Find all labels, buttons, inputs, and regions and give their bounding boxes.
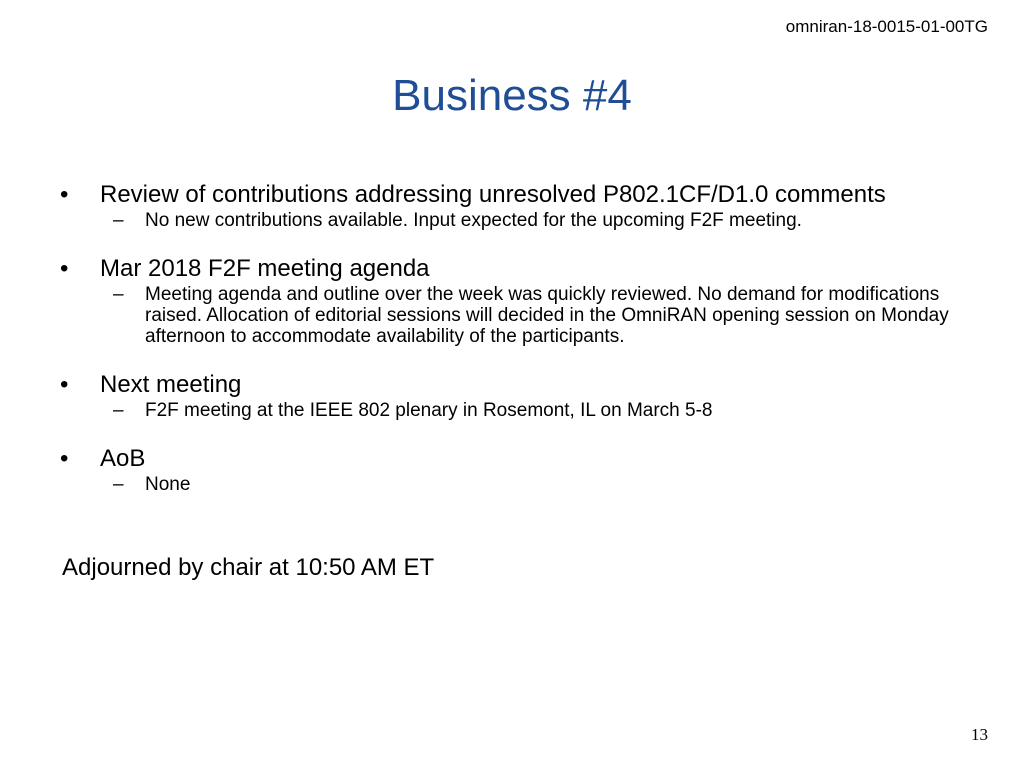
bullet-line (0, 180, 1024, 210)
sub-item (0, 400, 1024, 421)
slide-title: Business #4 (392, 71, 632, 120)
sub-item-text: None (145, 474, 191, 495)
bullet-dot-icon: • (60, 445, 69, 472)
bullet-text: Mar 2018 F2F meeting agenda (100, 255, 430, 282)
bullet-item-aob (0, 444, 1024, 495)
sub-list (0, 284, 1024, 347)
adjournment-note: Adjourned by chair at 10:50 AM ET (62, 554, 435, 581)
bullet-line (0, 444, 1024, 474)
sub-item-text: F2F meeting at the IEEE 802 plenary in Rosemont, IL on March 5-8 (145, 400, 713, 421)
bullet-line (0, 370, 1024, 400)
bullet-item-next-meeting (0, 370, 1024, 421)
sub-item-text: No new contributions available. Input expected for the upcoming F2F meeting. (145, 210, 802, 231)
page-number: 13 (971, 725, 988, 744)
bullet-list (0, 180, 1024, 518)
sub-item (0, 284, 1024, 347)
sub-item (0, 474, 1024, 495)
bullet-item-contributions (0, 180, 1024, 231)
dash-icon: – (113, 210, 124, 231)
bullet-text: Review of contributions addressing unresolved P802.1CF/D1.0 comments (100, 181, 886, 208)
sub-item (0, 210, 1024, 231)
bullet-line (0, 254, 1024, 284)
dash-icon: – (113, 400, 124, 421)
bullet-dot-icon: • (60, 371, 69, 398)
sub-item-text: Meeting agenda and outline over the week was quickly reviewed. No demand for modifications raised. Allocation of editorial sessions will decided in the OmniRAN opening session on Monday afternoon to accommodate availability of the participants. (145, 284, 949, 347)
document-id: omniran-18-0015-01-00TG (785, 17, 988, 36)
dash-icon: – (113, 474, 124, 495)
sub-list (0, 210, 1024, 231)
dash-icon: – (113, 284, 124, 305)
bullet-dot-icon: • (60, 181, 69, 208)
bullet-dot-icon: • (60, 255, 69, 282)
sub-list (0, 474, 1024, 495)
bullet-item-agenda (0, 254, 1024, 347)
bullet-text: AoB (100, 445, 146, 472)
sub-list (0, 400, 1024, 421)
bullet-text: Next meeting (100, 371, 242, 398)
